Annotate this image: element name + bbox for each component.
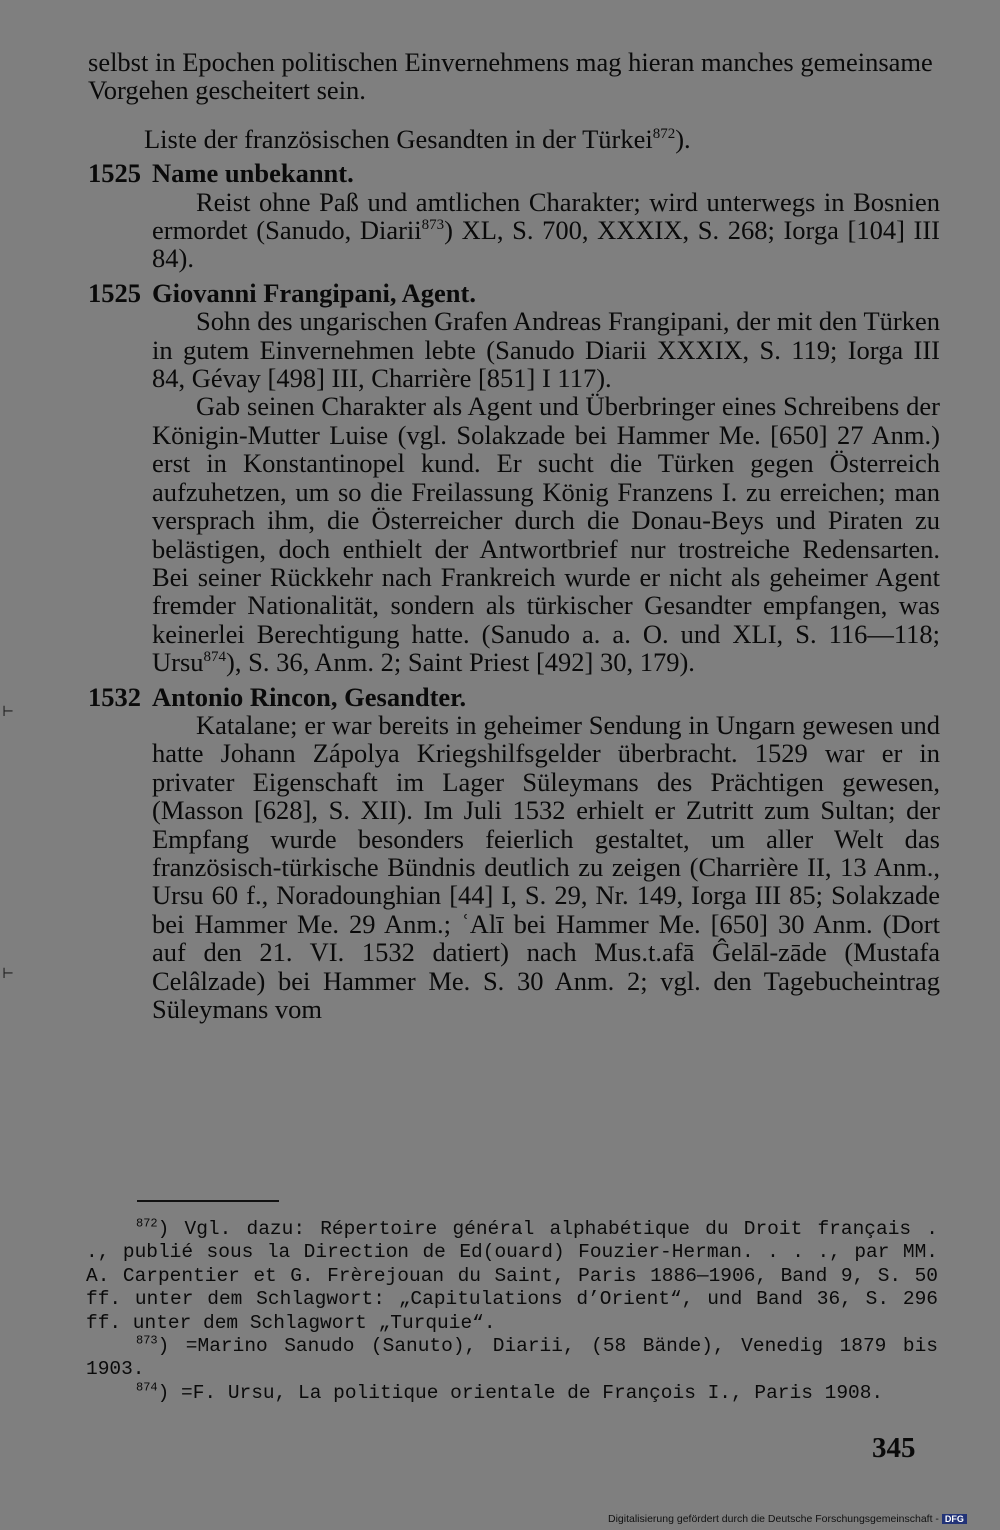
- footnote-ref: 872: [652, 125, 676, 142]
- entry-name: Giovanni Frangipani, Agent.: [152, 277, 476, 308]
- footnote: $^{872}$) Vgl. dazu: Répertoire général alphabétique du Droit français . ., publié sous la Direction de Ed(ouard) Fouzier-Herman. . . ., par MM. A. Carpentier et G. Frèrejouan du Saint, Paris 1886—1906, Band 9, S. 50 ff. unter dem Schlagwort: „Capitulations d’Orient“, und Band 36, S. 296 ff. unter dem Schlagwort „Turquie“.: [86, 1216, 938, 1334]
- footnote-number: 874: [136, 1380, 158, 1395]
- entry-year: 1532: [88, 681, 141, 712]
- entry-name: Name unbekannt.: [152, 158, 354, 189]
- entry-paragraph: Katalane; er war bereits in geheimer Sendung in Ungarn gewesen und hatte Johann Zápolya Kriegshilfsgelder überbracht. 1529 war er in privater Eigenschaft im Lager Süleymans des Prächtigen gewesen, (Masson [628], S. XII). Im Juli 1532 erhielt er Zutritt zum Sultan; der Empfang wurde besonders feierlich gestaltet, um aller Welt das französisch-türkische Bündnis deutlich zu zeigen (Charrière II, 13 Anm., Ursu 60 f., Noradounghian [44] I, S. 29, Nr. 149, Iorga III 85; Solakzade bei Hammer Me. 29 Anm.; ʿAlī bei Hammer Me. [650] 30 Anm. (Dort auf den 21. VI. 1532 datiert) nach Mus.t.afā Ĝelāl-zāde (Mustafa Celâlzade) bei Hammer Me. S. 30 Anm. 2; vgl. den Tagebucheintrag Süleymans vom: [152, 709, 940, 1024]
- entry: [88, 279, 940, 677]
- entry-year: 1525: [88, 158, 141, 189]
- footnote-number: 873: [136, 1333, 158, 1348]
- entry: [88, 159, 940, 273]
- dfg-logo: DFG: [942, 1514, 967, 1524]
- entry-paragraph: Reist ohne Paß und amtlichen Charakter; wird unterwegs in Bosnien ermordet (Sanudo, Diarii$^{873}$) XL, S. 700, XXXIX, S. 268; Iorga [104] III 84).: [152, 186, 940, 274]
- main-text: [88, 48, 940, 1023]
- footnote-number: 872: [136, 1216, 158, 1231]
- footnotes: [86, 1218, 938, 1405]
- intro-paragraph: selbst in Epochen politischen Einvernehmens mag hieran manches gemeinsame Vorgehen gescheitert sein.: [88, 47, 933, 106]
- entry: [88, 683, 940, 1024]
- footnote-ref: 873: [421, 217, 445, 234]
- list-title: Liste der französischen Gesandten in der Türkei$^{872}$).: [144, 123, 691, 154]
- digitization-credit: Digitalisierung gefördert durch die Deutsche Forschungsgemeinschaft - DFG: [608, 1513, 967, 1525]
- footnote-ref: 874: [203, 649, 227, 666]
- entry-heading: [88, 683, 940, 711]
- entry-heading: [88, 159, 940, 187]
- entry-name: Antonio Rincon, Gesandter.: [152, 681, 467, 712]
- footnote: $^{874}$) =F. Ursu, La politique orientale de François I., Paris 1908.: [136, 1380, 884, 1404]
- entry-paragraph: Gab seinen Charakter als Agent und Überbringer eines Schreibens der Königin-Mutter Luise (vgl. Solakzade bei Hammer Me. [650] 27 Anm.) erst in Konstantinopel kund. Er sucht die Türken gegen Österreich aufzuhetzen, um so die Freilassung König Franzens I. zu erreichen; man versprach ihm, die Österreicher durch die Donau-Beys und Piraten zu belästigen, doch enthielt der Antwortbrief nur trostreiche Redensarten. Bei seiner Rückkehr nach Frankreich wurde er nicht als geheimer Agent fremder Nationalität, sondern als türkischer Gesandter empfangen, was keinerlei Berechtigung hatte. (Sanudo a. a. O. und XLI, S. 116—118; Ursu$^{874}$), S. 36, Anm. 2; Saint Priest [492] 30, 179).: [152, 391, 940, 678]
- margin-dash-icon: ⊢: [2, 967, 15, 982]
- entry-year: 1525: [88, 277, 141, 308]
- margin-dash-icon: ⊢: [2, 705, 15, 720]
- page-number: 345: [872, 1432, 916, 1464]
- footnote-separator: [137, 1200, 279, 1202]
- entry-paragraph: Sohn des ungarischen Grafen Andreas Frangipani, der mit den Türken in gutem Einvernehmen lebte (Sanudo Diarii XXXIX, S. 119; Iorga III 84, Gévay [498] III, Charrière [851] I 117).: [152, 306, 940, 394]
- entry-heading: [88, 279, 940, 307]
- footnote: $^{873}$) =Marino Sanudo (Sanuto), Diarii, (58 Bände), Venedig 1879 bis 1903.: [86, 1333, 938, 1381]
